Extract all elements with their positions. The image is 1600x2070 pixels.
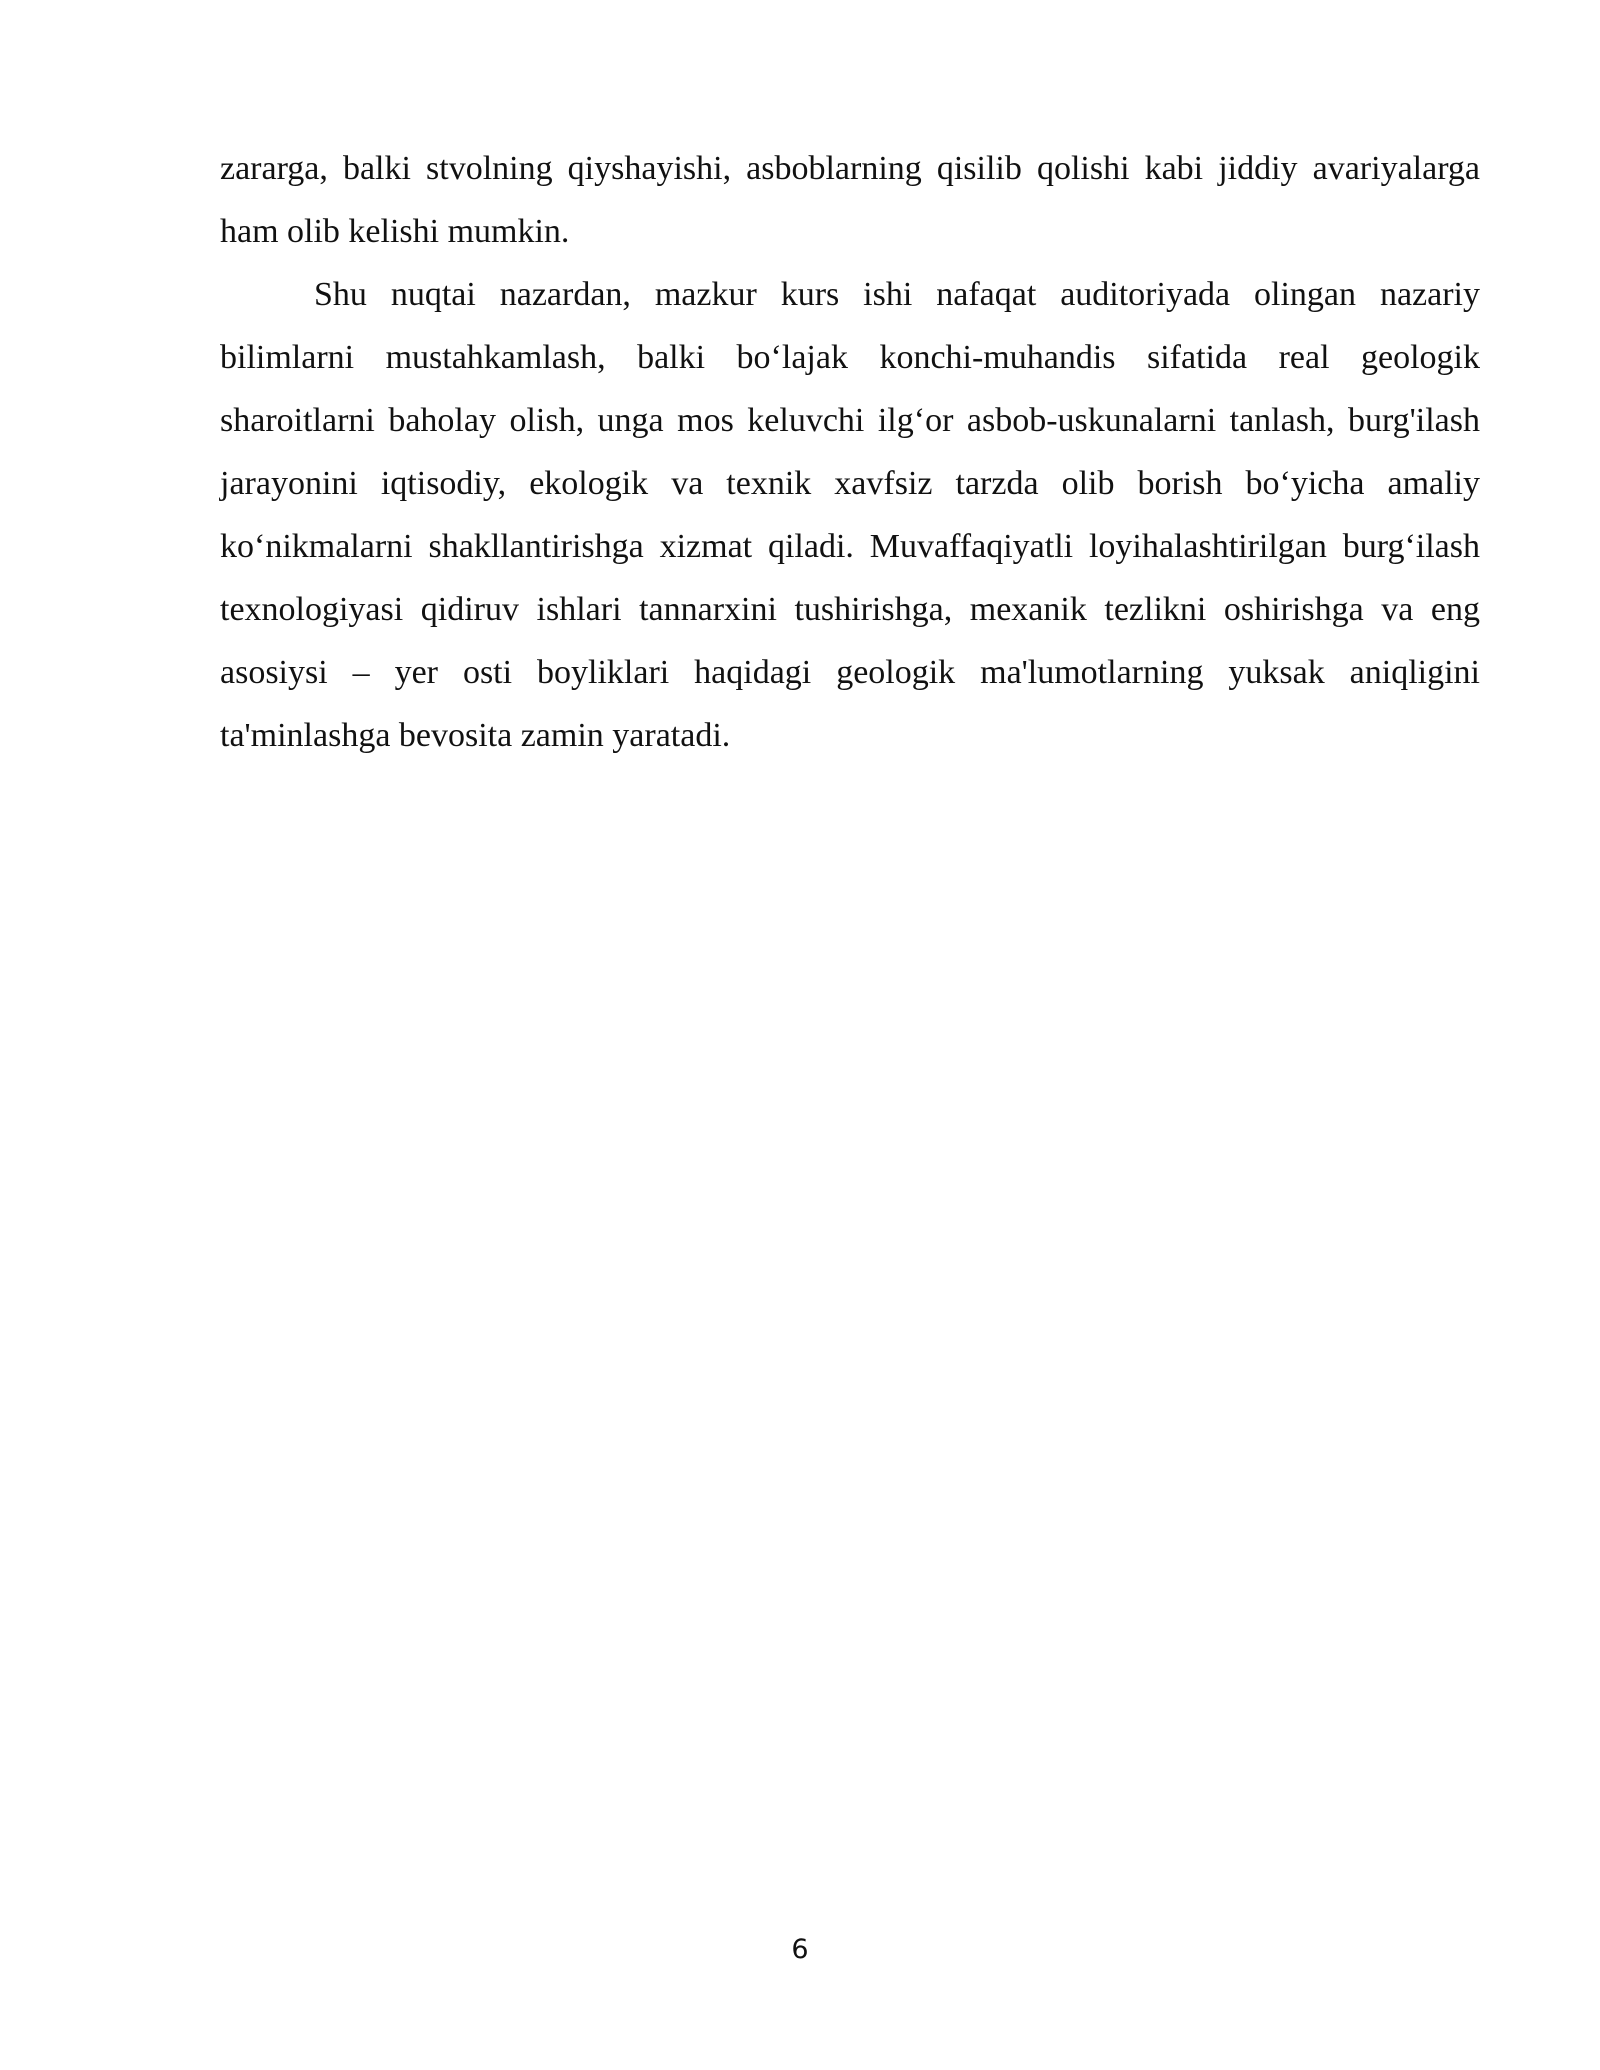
body-text [220, 137, 1480, 767]
page-number: 6 [791, 1934, 809, 1965]
paragraph-main: Shu nuqtai nazardan, mazkur kurs ishi nafaqat auditoriyada olingan nazariy bilimlarni mustahkamlash, balki bo‘lajak konchi-muhandis sifatida real geologik sharoitlarni baholay olish, unga mos keluvchi ilg‘or asbob-uskunalarni tanlash, burg'ilash jarayonini iqtisodiy, ekologik va texnik xavfsiz tarzda olib borish bo‘yicha amaliy ko‘nikmalarni shakllantirishga xizmat qiladi. Muvaffaqiyatli loyihalashtirilgan burg‘ilash texnologiyasi qidiruv ishlari tannarxini tushirishga, mexanik tezlikni oshirishga va eng asosiysi – yer osti boyliklari haqidagi geologik ma'lumotlarning yuksak aniqligini ta'minlashga bevosita zamin yaratadi. [220, 276, 1480, 754]
paragraph-continuation: zararga, balki stvolning qiyshayishi, asboblarning qisilib qolishi kabi jiddiy avariyalarga ham olib kelishi mumkin. [220, 150, 1480, 250]
